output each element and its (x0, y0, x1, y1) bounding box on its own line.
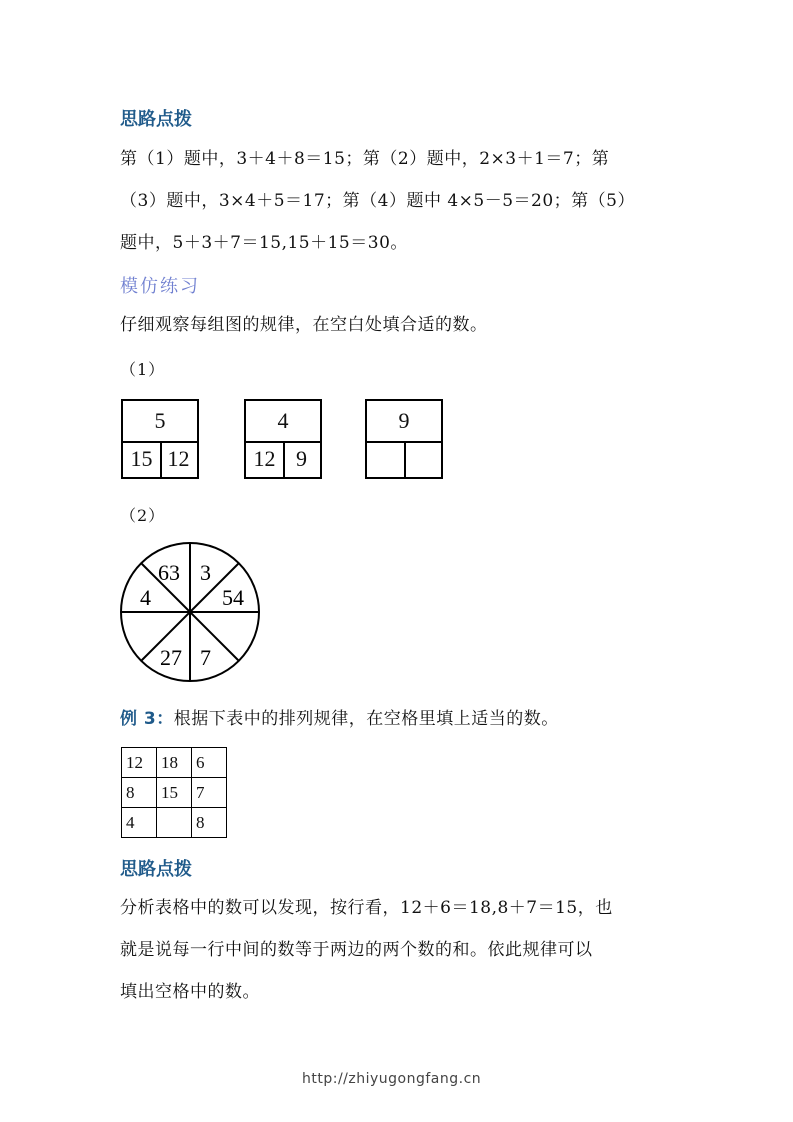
part-1-label: （1） (120, 360, 166, 379)
practice-title: 模仿练习 (120, 276, 200, 297)
box-bottom-right-blank (404, 441, 441, 477)
grid-cell: 8 (192, 808, 227, 838)
grid-cell: 15 (157, 778, 192, 808)
paragraph-line: 分析表格中的数可以发现，按行看，12＋6＝18,8＋7＝15，也 (120, 898, 613, 918)
box-top-value: 4 (246, 401, 320, 443)
grid-cell: 6 (192, 748, 227, 778)
paragraph-line: 题中，5＋3＋7＝15,15＋15＝30。 (120, 233, 408, 253)
example-text: 根据下表中的排列规律，在空格里填上适当的数。 (173, 709, 559, 729)
circle-value: 63 (158, 560, 180, 585)
example-3-line (120, 698, 559, 740)
paragraph-line: 第（1）题中，3＋4＋8＝15；第（2）题中，2×3＋1＝7；第 (120, 149, 610, 169)
box-bottom-right-value: 9 (296, 446, 307, 471)
grid-cell: 7 (192, 778, 227, 808)
paragraph-line: 就是说每一行中间的数等于两边的两个数的和。依此规律可以 (120, 940, 593, 960)
section-heading-1: 思路点拨 (120, 109, 192, 130)
box-top-value: 5 (123, 401, 197, 443)
box-bottom-right-value: 12 (167, 446, 190, 471)
number-box-2 (244, 399, 322, 479)
footer-url[interactable]: http://zhiyugongfang.cn (302, 1071, 482, 1087)
number-circle (118, 540, 262, 684)
practice-instruction: 仔细观察每组图的规律，在空白处填合适的数。 (120, 315, 488, 335)
box-bottom-left-blank (367, 441, 406, 477)
paragraph-line: （3）题中，3×4＋5＝17；第（4）题中 4×5－5＝20；第（5） (120, 191, 635, 211)
explanation-paragraph-1 (120, 138, 635, 264)
table-row (122, 778, 227, 808)
number-box-3 (365, 399, 443, 479)
circle-value: 54 (222, 585, 244, 610)
grid-cell: 8 (122, 778, 157, 808)
circle-value: 27 (160, 645, 182, 670)
section-heading-2: 思路点拨 (120, 859, 192, 880)
part-2-label: （2） (120, 506, 166, 525)
circle-value: 7 (200, 645, 211, 670)
box-top-value: 9 (367, 401, 441, 443)
circle-value: 3 (200, 560, 211, 585)
grid-cell: 4 (122, 808, 157, 838)
number-grid (121, 747, 227, 838)
circle-value: 4 (140, 585, 151, 610)
example-label: 例 3： (120, 709, 174, 729)
grid-cell-blank (157, 808, 192, 838)
box-bottom-left-value: 15 (123, 441, 162, 477)
paragraph-line: 填出空格中的数。 (120, 982, 260, 1002)
grid-cell: 12 (122, 748, 157, 778)
explanation-paragraph-2 (120, 887, 613, 1013)
box-bottom-left-value: 12 (246, 441, 285, 477)
number-box-1 (121, 399, 199, 479)
table-row (122, 808, 227, 838)
table-row (122, 748, 227, 778)
grid-cell: 18 (157, 748, 192, 778)
